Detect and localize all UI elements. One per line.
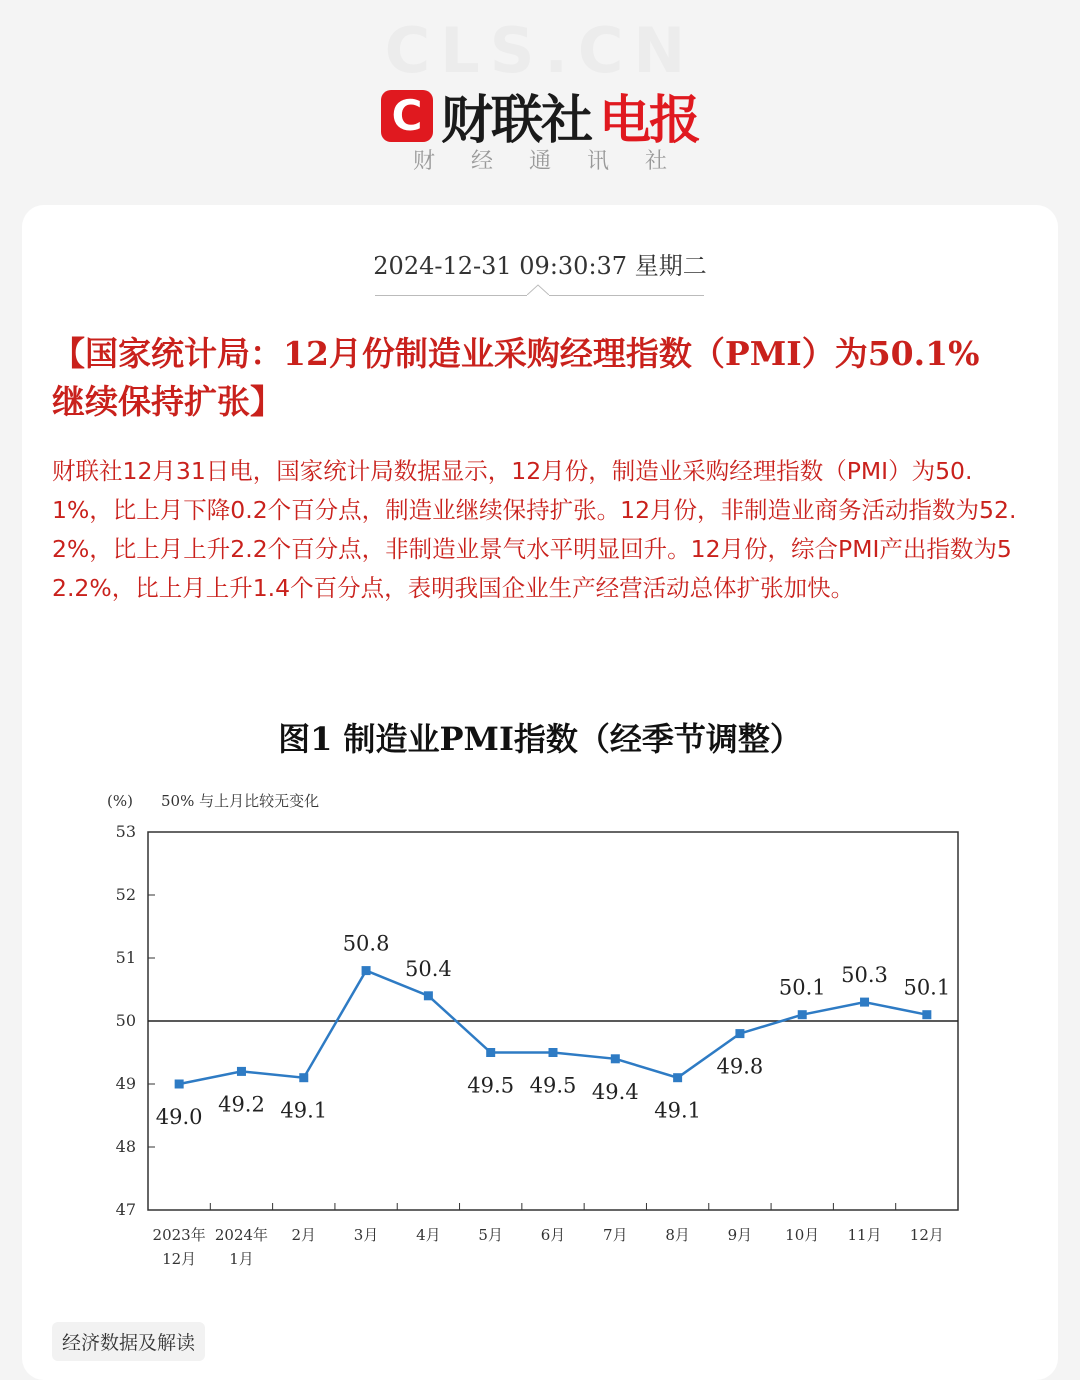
divider-right [549, 295, 704, 296]
x-tick-label: 1月 [229, 1250, 254, 1268]
pmi-data-label: 49.5 [467, 1073, 515, 1098]
pmi-data-point [549, 1048, 558, 1057]
brand-logo [0, 78, 1080, 153]
pmi-data-point [237, 1067, 246, 1076]
pmi-data-label: 49.0 [155, 1105, 203, 1129]
y-tick-label: 48 [115, 1137, 136, 1156]
pmi-data-point [362, 966, 371, 975]
pmi-data-label: 50.3 [841, 963, 888, 988]
x-tick-label: 11月 [847, 1226, 882, 1244]
pmi-data-point [486, 1048, 495, 1057]
x-tick-label: 2月 [291, 1226, 317, 1244]
logo-text-black: 财联社 [440, 91, 591, 151]
pmi-data-point [424, 991, 433, 1000]
x-tick-label: 9月 [727, 1226, 753, 1244]
pmi-data-label: 50.8 [342, 931, 390, 956]
pmi-data-point [299, 1073, 308, 1082]
article-datetime: 2024-12-31 09:30:37 星期二 [373, 252, 707, 280]
pmi-data-label: 49.1 [654, 1098, 701, 1123]
y-tick-label: 47 [115, 1200, 136, 1219]
topic-tag[interactable]: 经济数据及解读 [52, 1322, 205, 1361]
y-tick-label: 53 [115, 822, 136, 841]
watermark: CLS.CN [384, 14, 696, 87]
pmi-data-label: 50.1 [778, 975, 826, 1000]
pmi-data-point [175, 1080, 184, 1089]
x-tick-label: 10月 [785, 1226, 820, 1244]
pmi-data-point [735, 1029, 744, 1038]
pmi-data-label: 49.8 [716, 1054, 764, 1079]
pmi-data-point [922, 1010, 931, 1019]
pmi-line-chart [95, 780, 975, 1280]
pmi-data-point [673, 1073, 682, 1082]
brand-slogan: 财经通讯社 [412, 149, 703, 174]
y-tick-label: 49 [115, 1074, 136, 1093]
pmi-data-label: 49.2 [218, 1092, 265, 1117]
pmi-data-label: 49.1 [280, 1098, 328, 1123]
article-headline: 【国家统计局：12月份制造业采购经理指数（PMI）为50.1% 继续保持扩张】 [52, 334, 980, 421]
pmi-data-point [611, 1054, 620, 1063]
article-body: 财联社12月31日电，国家统计局数据显示，12月份，制造业采购经理指数（PMI）为50.1%，比上月下降0.2个百分点，制造业继续保持扩张。12月份，非制造业商务活动指数为52.2%，比上月上升2.2个百分点，非制造业景气水平明显回升。12月份，综合PMI产出指数为52.2%，比上月上升1.4个百分点，表明我国企业生产经营活动总体扩张加快。 [52, 457, 1017, 602]
chart-title: 图1 制造业PMI指数（经季节调整） [278, 720, 802, 758]
x-tick-label: 4月 [416, 1226, 441, 1244]
x-tick-label: 2024年 [214, 1226, 269, 1244]
divider-left [375, 295, 527, 296]
x-tick-label: 12月 [162, 1250, 197, 1268]
x-tick-label: 7月 [603, 1226, 628, 1244]
y-tick-label: 50 [115, 1011, 136, 1030]
pmi-data-label: 49.4 [591, 1079, 639, 1104]
x-tick-label: 2023年 [152, 1226, 206, 1244]
logo-c-icon: C [381, 90, 433, 142]
x-tick-label: 5月 [478, 1226, 503, 1244]
chart-reference-note: 50% 与上月比较无变化 [161, 792, 320, 810]
pmi-data-label: 49.5 [529, 1073, 577, 1098]
y-tick-label: 52 [115, 885, 136, 904]
x-tick-label: 12月 [909, 1226, 944, 1244]
pmi-data-label: 50.4 [405, 956, 452, 981]
pmi-data-point [860, 998, 869, 1007]
pmi-data-label: 50.1 [903, 975, 951, 1000]
logo-text-red: 电报 [599, 91, 700, 151]
pmi-data-point [798, 1010, 807, 1019]
chart-unit-label: (%) [107, 792, 133, 810]
y-tick-label: 51 [115, 948, 136, 967]
divider-notch-icon [527, 283, 549, 295]
x-tick-label: 6月 [540, 1226, 566, 1244]
x-tick-label: 3月 [353, 1226, 379, 1244]
x-tick-label: 8月 [665, 1226, 690, 1244]
